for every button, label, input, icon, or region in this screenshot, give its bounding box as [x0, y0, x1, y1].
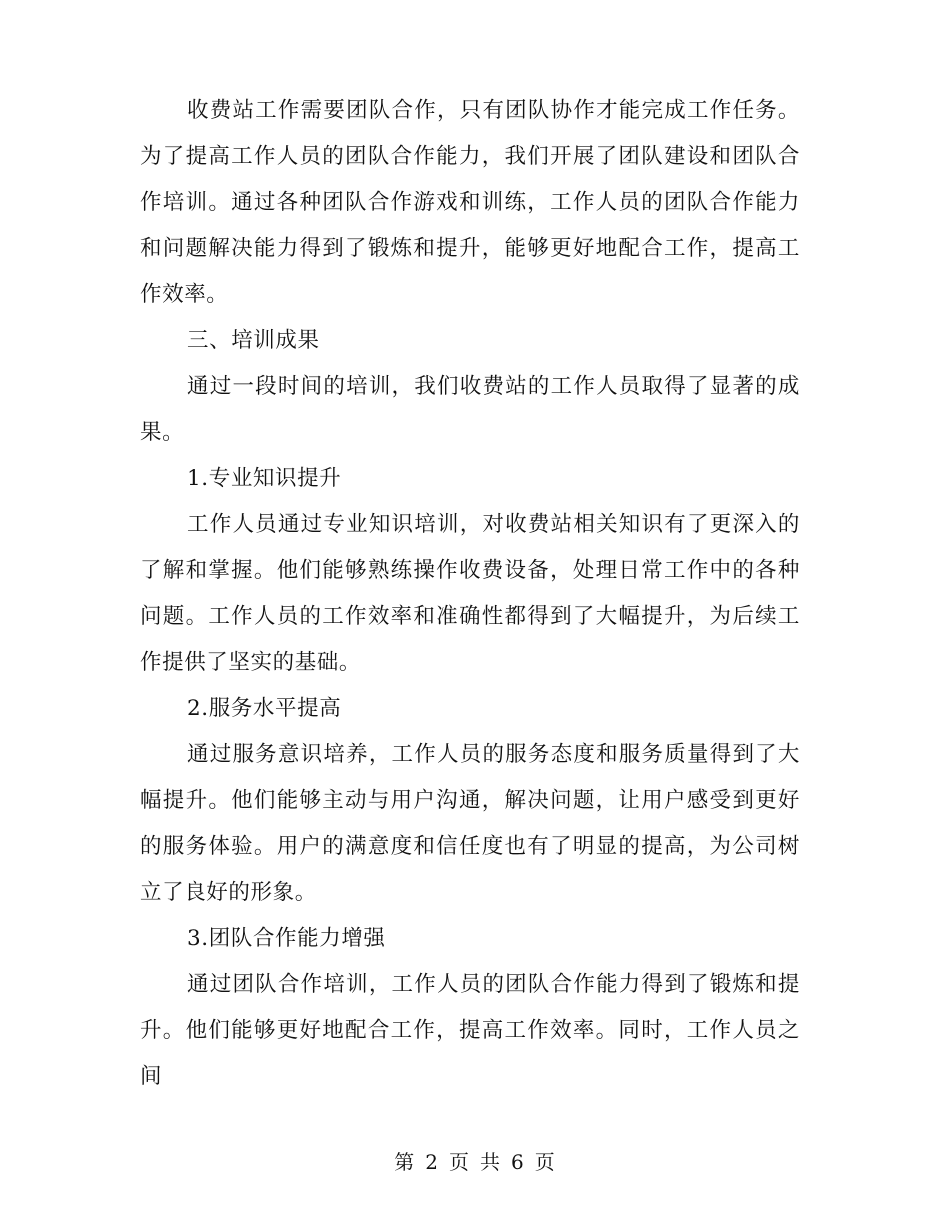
subheading-professional-knowledge: 1.专业知识提升	[187, 466, 342, 491]
paragraph-teamwork-ability: 通过团队合作培训，工作人员的团队合作能力得到了锻炼和提升。他们能够更好地配合工作，提高工作效率。同时，工作人员之间	[140, 972, 800, 1089]
section-heading-training-results: 三、培训成果	[187, 328, 320, 353]
paragraph-professional-knowledge: 工作人员通过专业知识培训，对收费站相关知识有了更深入的了解和掌握。他们能够熟练操作收费设备，处理日常工作中的各种问题。工作人员的工作效率和准确性都得到了大幅提升，为后续工作提供了坚实的基础。	[140, 512, 800, 675]
footer-total-pages: 6	[511, 1150, 525, 1174]
footer-prefix: 第	[394, 1150, 416, 1174]
paragraph-service-level: 通过服务意识培养，工作人员的服务态度和服务质量得到了大幅提升。他们能够主动与用户沟通，解决问题，让用户感受到更好的服务体验。用户的满意度和信任度也有了明显的提高，为公司树立了良好的形象。	[140, 742, 800, 905]
subheading-teamwork-ability: 3.团队合作能力增强	[187, 926, 386, 951]
footer-page-unit: 页	[449, 1150, 470, 1174]
paragraph-results-intro: 通过一段时间的培训，我们收费站的工作人员取得了显著的成果。	[140, 374, 800, 445]
page-number-footer	[0, 1146, 950, 1175]
footer-total-unit: 页	[534, 1150, 556, 1174]
subheading-service-level: 2.服务水平提高	[187, 696, 342, 721]
footer-current-page: 2	[425, 1150, 439, 1174]
paragraph-teamwork-intro: 收费站工作需要团队合作，只有团队协作才能完成工作任务。为了提高工作人员的团队合作能力，我们开展了团队建设和团队合作培训。通过各种团队合作游戏和训练，工作人员的团队合作能力和问题解决能力得到了锻炼和提升，能够更好地配合工作，提高工作效率。	[140, 98, 800, 307]
document-body	[140, 88, 800, 1100]
footer-total-prefix: 共	[480, 1150, 501, 1174]
